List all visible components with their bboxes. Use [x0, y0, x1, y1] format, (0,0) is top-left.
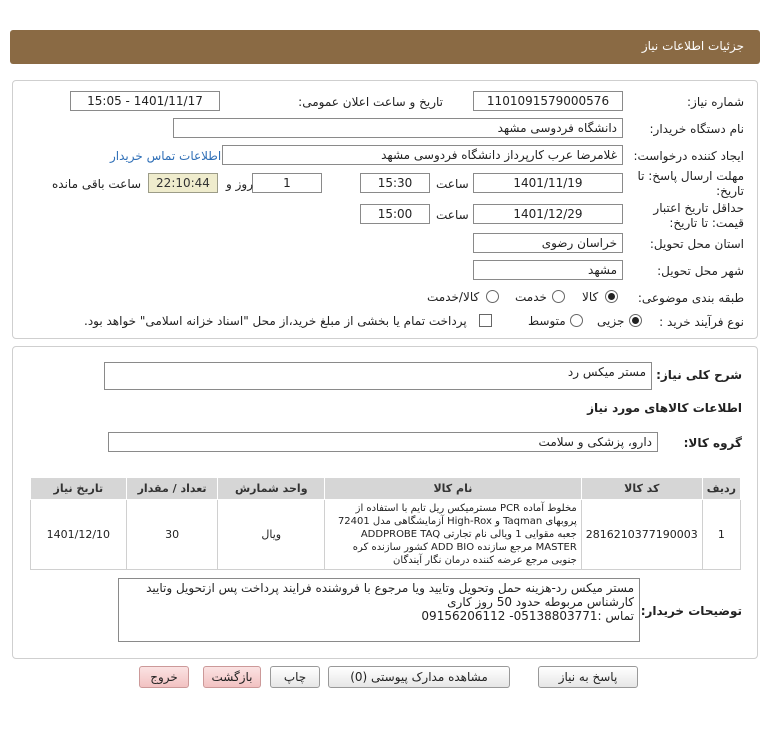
validity-label-2: قیمت: تا تاریخ:	[669, 216, 744, 230]
category-radio-service[interactable]	[552, 290, 565, 303]
payment-note: پرداخت تمام یا بخشی از مبلغ خرید،از محل "اسناد خزانه اسلامی" خواهد بود.	[84, 314, 467, 328]
col-row: ردیف	[702, 478, 740, 500]
category-radio-goods[interactable]	[605, 290, 618, 303]
validity-date-field: 1401/12/29	[473, 204, 623, 224]
send-deadline-label: مهلت ارسال پاسخ: تا	[637, 169, 744, 183]
category-option-both: کالا/خدمت	[427, 290, 480, 304]
col-name: نام کالا	[325, 478, 582, 500]
process-radio-medium[interactable]	[570, 314, 583, 327]
buyer-notes-label: توضیحات خریدار:	[640, 604, 742, 618]
goods-group-label: گروه کالا:	[683, 436, 742, 450]
goods-group-field: دارو، پزشکی و سلامت	[108, 432, 658, 452]
remaining-timer: 22:10:44	[148, 173, 218, 193]
send-date-field: 1401/11/19	[473, 173, 623, 193]
print-button[interactable]: چاپ	[270, 666, 320, 688]
send-deadline-label-2: تاریخ:	[716, 184, 744, 198]
category-label: طبقه بندی موضوعی:	[637, 291, 744, 305]
exit-button[interactable]: خروج	[139, 666, 189, 688]
cell-date: 1401/12/10	[31, 500, 127, 570]
announce-label: تاریخ و ساعت اعلان عمومی:	[298, 95, 443, 109]
category-option-service: خدمت	[515, 290, 547, 304]
days-label: روز و	[226, 177, 253, 191]
goods-table-header	[31, 478, 741, 500]
page-header	[10, 30, 760, 64]
col-code: کد کالا	[581, 478, 702, 500]
process-option-medium: متوسط	[528, 314, 566, 328]
buyer-org-field: دانشگاه فردوسی مشهد	[173, 118, 623, 138]
need-number-field: 1101091579000576	[473, 91, 623, 111]
buyer-org-label: نام دستگاه خریدار:	[649, 122, 744, 136]
announce-field: 1401/11/17 - 15:05	[70, 91, 220, 111]
treasury-checkbox[interactable]	[479, 314, 492, 327]
goods-info-title: اطلاعات کالاهای مورد نیاز	[587, 401, 742, 415]
creator-label: ایجاد کننده درخواست:	[633, 149, 744, 163]
cell-row: 1	[702, 500, 740, 570]
validity-time-label: ساعت	[436, 208, 469, 222]
cell-name: مخلوط آماده PCR مسترمیکس ریل تایم با استفاده از پروبهای Taqman و High-Rox آزمایشگاهی مدل 72401 جعبه مقوایی 1 ویالی نام تجارتی ADDPROBE TAQ MASTER مرجع سازنده ADD BIO کشور سازنده کره جنوبی مرجع عرضه کننده درمان نگار آیندگان	[325, 500, 582, 570]
send-time-label: ساعت	[436, 177, 469, 191]
remaining-label: ساعت باقی مانده	[52, 177, 142, 191]
days-field: 1	[252, 173, 322, 193]
buyer-contact-link[interactable]: اطلاعات تماس خریدار	[110, 149, 222, 163]
send-time-field: 15:30	[360, 173, 430, 193]
reply-button[interactable]: پاسخ به نیاز	[538, 666, 638, 688]
goods-table	[30, 477, 741, 570]
creator-field: غلامرضا عرب کارپرداز دانشگاه فردوسی مشهد	[222, 145, 623, 165]
col-unit: واحد شمارش	[218, 478, 325, 500]
attachments-button[interactable]: مشاهده مدارک پیوستی (0)	[328, 666, 510, 688]
summary-field: مستر میکس رد	[104, 362, 652, 390]
need-number-label: شماره نیاز:	[687, 95, 744, 109]
summary-label: شرح کلی نیاز:	[656, 368, 742, 382]
validity-time-field: 15:00	[360, 204, 430, 224]
col-date: تاریخ نیاز	[31, 478, 127, 500]
back-button[interactable]: بازگشت	[203, 666, 261, 688]
city-field: مشهد	[473, 260, 623, 280]
city-label: شهر محل تحویل:	[657, 264, 744, 278]
validity-label: حداقل تاریخ اعتبار	[653, 201, 744, 215]
table-row	[31, 500, 741, 570]
col-qty: تعداد / مقدار	[126, 478, 218, 500]
process-radio-minor[interactable]	[629, 314, 642, 327]
page-title: جزئیات اطلاعات نیاز	[641, 39, 744, 53]
cell-unit: ویال	[218, 500, 325, 570]
category-option-goods: کالا	[582, 290, 599, 304]
province-field: خراسان رضوی	[473, 233, 623, 253]
cell-qty: 30	[126, 500, 218, 570]
category-radio-both[interactable]	[486, 290, 499, 303]
cell-code: 2816210377190003	[581, 500, 702, 570]
process-label: نوع فرآیند خرید :	[659, 315, 744, 329]
buyer-notes-field: مستر میکس رد-هزینه حمل وتحویل وتایید ویا مرجوع با فروشنده فرایند پرداخت پس ازتحویل وتایید کارشناس مربوطه حدود 50 روز کاری تماس :05138803771- 09156206112	[118, 578, 640, 642]
process-option-minor: جزیی	[597, 314, 625, 328]
province-label: استان محل تحویل:	[649, 237, 744, 251]
